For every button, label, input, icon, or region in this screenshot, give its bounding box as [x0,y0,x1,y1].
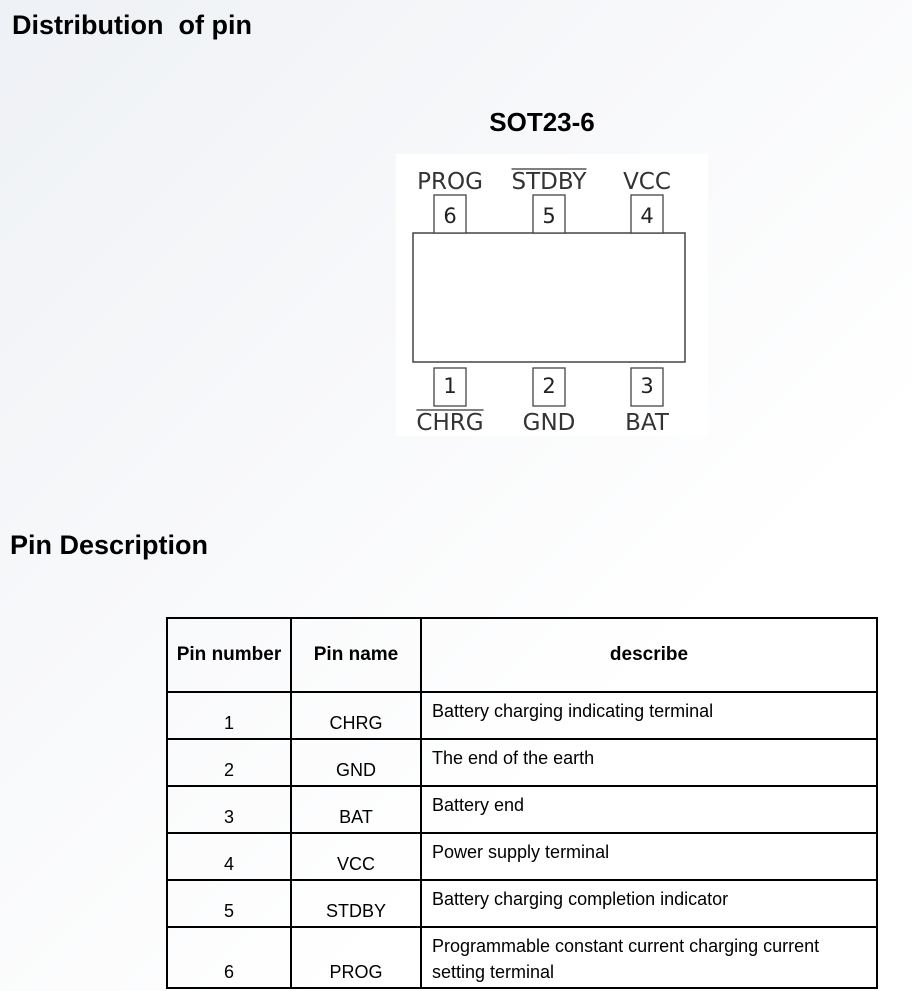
pin-desc-cell: Battery end [421,786,877,833]
table-row [167,927,877,988]
pin-2-name: GND [522,410,576,436]
pin-name-cell: BAT [291,786,421,833]
pin-desc-cell: The end of the earth [421,739,877,786]
pin-6-number: 6 [443,204,457,228]
pin-1-name: CHRG [416,410,484,436]
pin-5-number: 5 [542,204,556,228]
pin-desc-cell: Programmable constant current charging current setting terminal [421,927,877,988]
chip-body [413,233,685,362]
pin-3-name: BAT [625,410,669,436]
pin-number-cell: 5 [167,880,291,927]
top-pin-group [417,169,671,233]
pin-desc-cell: Power supply terminal [421,833,877,880]
table-header-row [167,618,877,692]
table-row [167,880,877,927]
header-describe: describe [421,618,877,692]
header-pin-name: Pin name [291,618,421,692]
pin-4-name: VCC [623,169,671,195]
table-row [167,786,877,833]
pin-1-number: 1 [443,374,457,398]
package-label: SOT23-6 [489,107,595,137]
pin-name-cell: CHRG [291,692,421,739]
pin-number-cell: 4 [167,833,291,880]
pin-name-cell: PROG [291,927,421,988]
pin-name-cell: VCC [291,833,421,880]
table-row [167,833,877,880]
table-row [167,692,877,739]
pin-desc-cell: Battery charging indicating terminal [421,692,877,739]
table-row [167,739,877,786]
bottom-pin-group [416,368,669,436]
pin-number-cell: 3 [167,786,291,833]
pin-name-cell: GND [291,739,421,786]
pin-5-name: STDBY [511,169,587,195]
pin-number-cell: 6 [167,927,291,988]
distribution-heading: Distribution of pin [12,10,252,40]
pin-4-number: 4 [640,204,654,228]
pinout-diagram [396,150,708,440]
pin-number-cell: 2 [167,739,291,786]
pin-desc-cell: Battery charging completion indicator [421,880,877,927]
pin-number-cell: 1 [167,692,291,739]
pin-description-heading: Pin Description [10,530,209,560]
pin-name-cell: STDBY [291,880,421,927]
pin-2-number: 2 [542,374,556,398]
header-pin-number: Pin number [167,618,291,692]
pin-3-number: 3 [640,374,654,398]
pin-6-name: PROG [417,169,483,195]
pin-table [166,617,878,989]
